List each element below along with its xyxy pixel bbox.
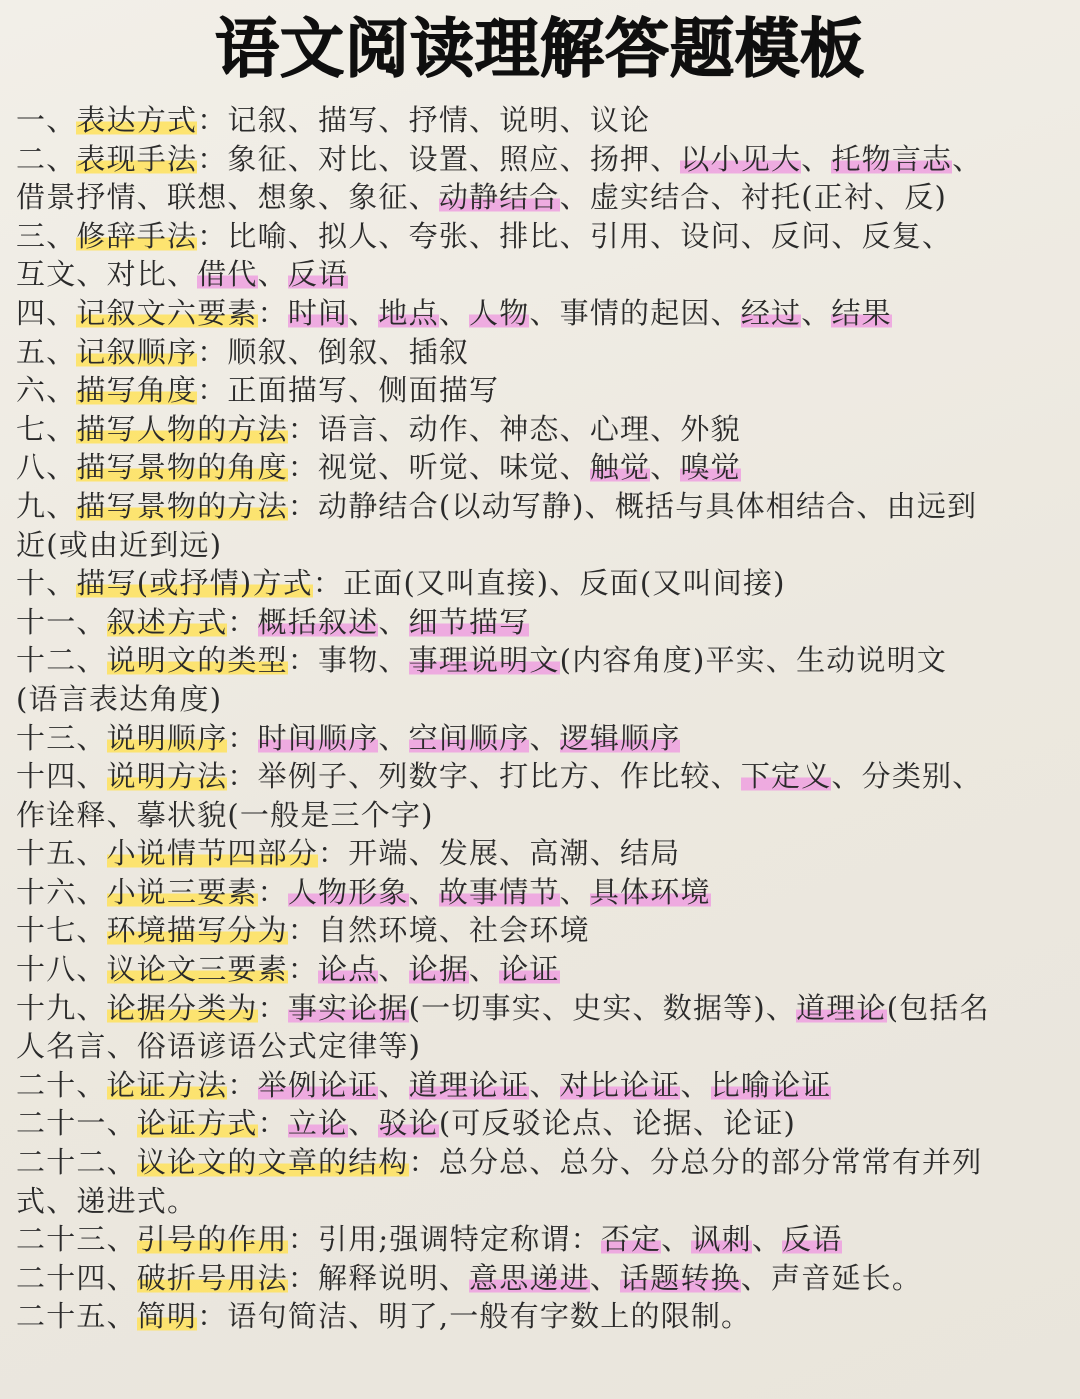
category-label: 描写景物的方法 (76, 488, 288, 523)
line-text: 十五、 (16, 836, 107, 871)
line-text: ： (227, 604, 258, 639)
text-line (16, 101, 1066, 140)
line-text: 、 (469, 952, 500, 987)
highlighted-term: 人物 (469, 295, 530, 330)
line-text: 借景抒情、联想、想象、象征、 (16, 180, 439, 215)
highlighted-term: 逻辑顺序 (559, 720, 681, 755)
text-line (16, 950, 1066, 989)
highlighted-term: 驳论 (378, 1106, 439, 1141)
line-text: 作诠释、摹状貌(一般是三个字) (16, 797, 434, 832)
text-line (16, 487, 1066, 526)
text-line (16, 255, 1066, 294)
highlighted-term: 触觉 (589, 450, 651, 485)
highlighted-term: 讽刺 (691, 1222, 752, 1257)
text-line (16, 603, 1066, 642)
line-text: ：自然环境、社会环境 (287, 913, 590, 948)
text-line (16, 333, 1066, 372)
line-text: 二、 (16, 141, 77, 176)
text-line (16, 526, 1066, 565)
line-text: ：语句简洁、明了,一般有字数上的限制。 (197, 1299, 752, 1334)
highlighted-term: 立论 (287, 1106, 349, 1141)
text-line (16, 1259, 1066, 1298)
line-text: 一、 (16, 103, 77, 137)
highlighted-term: 具体环境 (589, 874, 711, 909)
line-text: ：事物、 (287, 643, 409, 678)
line-text: 三、 (16, 218, 77, 253)
category-label: 简明 (136, 1299, 198, 1334)
highlighted-term: 话题转换 (620, 1260, 741, 1295)
text-line (16, 641, 1066, 680)
highlighted-term: 否定 (600, 1222, 662, 1257)
category-label: 论据分类为 (106, 990, 258, 1025)
line-text: ：比喻、拟人、夸张、排比、引用、设问、反问、反复、 (197, 218, 953, 253)
text-line (16, 796, 1066, 835)
highlighted-term: 比喻论证 (710, 1067, 832, 1102)
text-line (16, 294, 1066, 333)
line-text: ： (257, 1106, 288, 1141)
line-text: 、 (408, 874, 439, 909)
text-line (16, 1182, 1066, 1221)
highlighted-term: 概括叙述 (257, 604, 379, 639)
highlighted-term: 道理论证 (408, 1067, 530, 1102)
line-text: ：动静结合(以动写静)、概括与具体相结合、由远到 (287, 488, 978, 523)
line-text: 、事情的起因、 (529, 295, 741, 330)
highlighted-term: 嗅觉 (680, 450, 741, 485)
line-text: 近(或由近到远) (16, 527, 223, 562)
line-text: (一切事实、史实、数据等)、 (408, 990, 797, 1025)
category-label: 论证方法 (106, 1067, 228, 1102)
text-line (16, 217, 1066, 256)
line-text: 十四、 (16, 759, 107, 794)
highlighted-term: 下定义 (740, 759, 832, 794)
line-text: 、 (529, 720, 560, 755)
category-label: 说明方法 (106, 759, 228, 794)
text-line (16, 911, 1066, 950)
highlighted-term: 空间顺序 (408, 720, 530, 755)
line-text: ：引用;强调特定称谓： (287, 1222, 601, 1257)
highlighted-term: 以小见大 (680, 141, 802, 176)
text-line (16, 1066, 1066, 1105)
line-text: ：解释说明、 (287, 1260, 470, 1295)
line-text: 十、 (16, 566, 77, 601)
category-label: 描写景物的角度 (76, 450, 288, 485)
text-line (16, 873, 1066, 912)
highlighted-term: 反语 (287, 257, 349, 292)
category-label: 描写角度 (76, 373, 198, 408)
line-text: 、 (348, 295, 379, 330)
text-line (16, 719, 1066, 758)
category-label: 表现手法 (76, 141, 198, 176)
line-text: 、 (751, 1222, 783, 1257)
text-line (16, 140, 1066, 179)
text-line (16, 1220, 1066, 1259)
line-text: 、声音延长。 (740, 1260, 923, 1295)
line-text: 人名言、俗语谚语公式定律等) (16, 1029, 422, 1064)
line-text: ：视觉、听觉、味觉、 (287, 450, 590, 485)
line-text: 七、 (16, 411, 77, 446)
line-text: 、 (952, 141, 983, 176)
line-text: 、 (438, 295, 470, 330)
line-text: ： (257, 874, 288, 909)
category-label: 记叙文六要素 (76, 295, 258, 330)
line-text: ： (257, 295, 288, 330)
line-text: 二十一、 (16, 1106, 137, 1141)
text-line (16, 989, 1066, 1028)
line-text: ： (287, 952, 319, 987)
line-text: 四、 (16, 295, 77, 330)
category-label: 环境描写分为 (106, 913, 288, 948)
line-text: 互文、对比、 (16, 257, 198, 292)
highlighted-term: 事理说明文 (408, 643, 560, 678)
highlighted-term: 时间 (287, 295, 349, 330)
line-text: 二十三、 (16, 1222, 137, 1257)
text-line (16, 757, 1066, 796)
line-text: 、 (529, 1067, 560, 1102)
line-text: 九、 (16, 488, 77, 523)
category-label: 议论文三要素 (106, 952, 288, 987)
highlighted-term: 经过 (740, 295, 802, 330)
line-text: 二十五、 (16, 1299, 137, 1334)
line-text: (包括名 (886, 990, 990, 1025)
answer-template-list (16, 101, 1066, 1336)
line-text: 、 (661, 1222, 692, 1257)
highlighted-term: 论据 (408, 952, 470, 987)
highlighted-term: 结果 (831, 295, 892, 330)
line-text: 六、 (16, 373, 77, 408)
line-text: ：正面(又叫直接)、反面(又叫间接) (312, 566, 786, 601)
line-text: 十九、 (16, 990, 107, 1025)
line-text: 、 (378, 604, 409, 639)
line-text: 、 (378, 1067, 409, 1102)
line-text: 八、 (16, 450, 77, 485)
category-label: 论证方式 (136, 1106, 258, 1141)
highlighted-term: 借代 (197, 257, 258, 292)
line-text: ： (257, 990, 288, 1025)
highlighted-term: 对比论证 (559, 1067, 681, 1102)
line-text: 式、递进式。 (16, 1183, 198, 1218)
category-label: 叙述方式 (106, 604, 228, 639)
line-text: 十七、 (16, 913, 107, 948)
category-label: 表达方式 (76, 103, 198, 137)
category-label: 描写人物的方法 (76, 411, 288, 446)
line-text: 、分类别、 (831, 759, 983, 794)
highlighted-term: 论证 (499, 952, 560, 987)
highlighted-term: 托物言志 (831, 141, 953, 176)
line-text: ：顺叙、倒叙、插叙 (197, 334, 470, 369)
line-text: 、 (801, 141, 832, 176)
category-label: 记叙顺序 (76, 334, 198, 369)
text-line (16, 1143, 1066, 1182)
line-text: 、 (589, 1260, 621, 1295)
text-line (16, 1297, 1066, 1336)
page-title: 语文阅读理解答题模板 (215, 13, 865, 87)
category-label: 小说三要素 (106, 874, 258, 909)
highlighted-term: 意思递进 (469, 1260, 590, 1295)
highlighted-term: 动静结合 (438, 180, 560, 215)
line-text: 、虚实结合、衬托(正衬、反) (559, 180, 948, 215)
line-text: (内容角度)平实、生动说明文 (559, 643, 948, 678)
highlighted-term: 论点 (318, 952, 379, 987)
category-label: 小说情节四部分 (106, 836, 319, 871)
line-text: 、 (378, 720, 409, 755)
line-text: ：总分总、总分、分总分的部分常常有并列 (408, 1145, 983, 1180)
text-line (16, 1104, 1066, 1143)
line-text: ： (227, 1067, 258, 1102)
line-text: 十一、 (16, 604, 107, 639)
highlighted-term: 事实论据 (287, 990, 409, 1025)
text-line (16, 410, 1066, 449)
text-line (16, 834, 1066, 873)
line-text: 、 (348, 1106, 379, 1141)
line-text: ： (227, 720, 258, 755)
line-text: 、 (680, 1067, 711, 1102)
highlighted-term: 故事情节 (438, 874, 560, 909)
category-label: 引号的作用 (136, 1222, 288, 1257)
line-text: ：语言、动作、神态、心理、外貌 (287, 411, 741, 446)
line-text: 十三、 (16, 720, 107, 755)
text-line (16, 680, 1066, 719)
line-text: (可反驳论点、论据、论证) (438, 1106, 797, 1141)
category-label: 议论文的文章的结构 (136, 1145, 409, 1180)
category-label: 说明顺序 (106, 720, 228, 755)
line-text: 十二、 (16, 643, 107, 678)
highlighted-term: 时间顺序 (257, 720, 379, 755)
line-text: ：记叙、描写、抒情、说明、议论 (197, 103, 651, 137)
highlighted-term: 反语 (782, 1222, 843, 1257)
line-text: (语言表达角度) (16, 681, 223, 716)
line-text: 二十、 (16, 1067, 107, 1102)
text-line (16, 564, 1066, 603)
highlighted-term: 人物形象 (287, 874, 409, 909)
category-label: 描写(或抒情)方式 (76, 566, 313, 601)
line-text: 、 (650, 450, 681, 485)
line-text: 、 (559, 874, 590, 909)
highlighted-term: 举例论证 (257, 1067, 379, 1102)
line-text: 、 (801, 295, 832, 330)
highlighted-term: 地点 (378, 295, 439, 330)
text-line (16, 178, 1066, 217)
line-text: ：开端、发展、高潮、结局 (318, 836, 681, 871)
highlighted-term: 道理论 (796, 990, 887, 1025)
line-text: 、 (378, 952, 409, 987)
category-label: 破折号用法 (136, 1260, 288, 1295)
highlighted-term: 细节描写 (408, 604, 530, 639)
category-label: 修辞手法 (76, 218, 198, 253)
category-label: 说明文的类型 (106, 643, 288, 678)
line-text: 十六、 (16, 874, 107, 909)
text-line (16, 1027, 1066, 1066)
line-text: ：举例子、列数字、打比方、作比较、 (227, 759, 741, 794)
line-text: 二十四、 (16, 1260, 137, 1295)
line-text: 十八、 (16, 952, 107, 987)
line-text: ：象征、对比、设置、照应、扬押、 (197, 141, 681, 176)
text-line (16, 371, 1066, 410)
text-line (16, 448, 1066, 487)
line-text: 、 (257, 257, 288, 292)
line-text: 二十二、 (16, 1145, 137, 1180)
line-text: 五、 (16, 334, 77, 369)
line-text: ：正面描写、侧面描写 (197, 373, 500, 408)
